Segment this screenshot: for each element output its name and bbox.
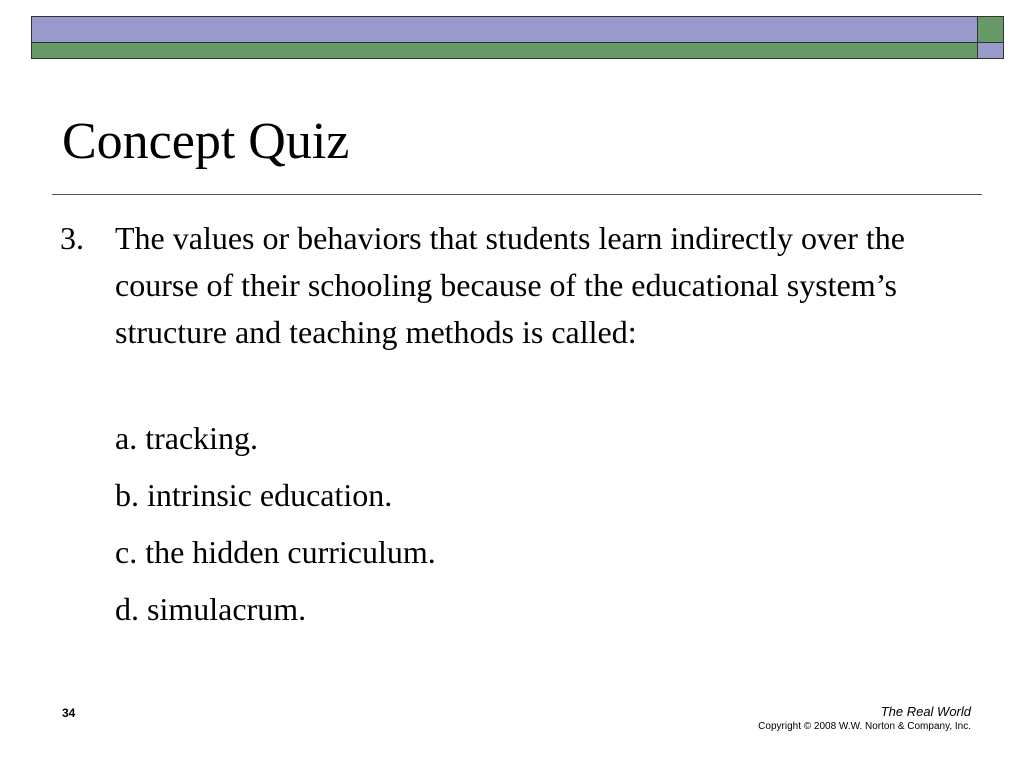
header-corner-green [977, 16, 1004, 43]
answer-option-d: d. simulacrum. [115, 591, 307, 627]
page-number: 34 [62, 706, 76, 720]
answer-option-a: a. tracking. [115, 420, 259, 456]
answer-option-c: c. the hidden curriculum. [115, 534, 436, 570]
answer-option-b: b. intrinsic education. [115, 477, 393, 513]
slide-title: Concept Quiz [62, 113, 350, 170]
header-band-green [31, 42, 978, 59]
footer-credits [758, 704, 971, 734]
title-divider [52, 194, 982, 195]
header-band-purple [31, 16, 978, 43]
question-number: 3. [60, 220, 84, 256]
answer-options [115, 415, 436, 643]
question-text: The values or behaviors that students learn indirectly over the course of their schooling because of the educational system’s structure and teaching methods is called: [115, 220, 905, 350]
header-corner-purple [977, 42, 1004, 59]
quiz-question [60, 215, 980, 356]
book-title: The Real World [880, 704, 971, 719]
copyright-notice: Copyright © 2008 W.W. Norton & Company, Inc. [758, 721, 971, 732]
